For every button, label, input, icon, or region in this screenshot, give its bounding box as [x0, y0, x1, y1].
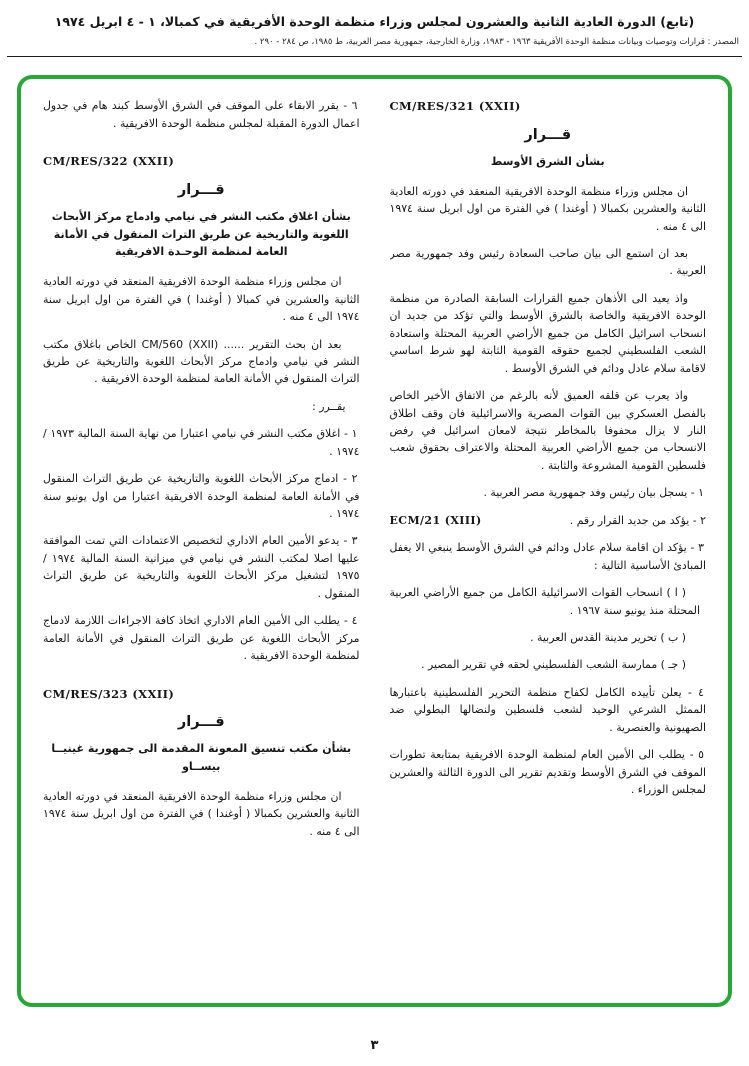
two-column-layout [43, 97, 706, 985]
numbered-item: ٣ - يدعو الأمين العام الاداري لتخصيص الاعتمادات التي تمت الموافقة عليها اصلا لمكتب النشر في نيامي في ميزانية السنة المالية ١٩٧٤ / ١٩٧٥ لتشغيل مركز الأبحاث اللغوية والتاريخية عن طريق التراث المنقول . [43, 534, 360, 600]
numbered-item-with-ref [390, 512, 707, 530]
numbered-item: ٦ - يقرر الابقاء على الموقف في الشرق الأوسط كبند هام في جدول اعمال الدورة المقبلة لمجلس منظمة الوحدة الافريقية . [43, 99, 360, 130]
resolution-322-subtitle: بشأن اغلاق مكتب النشر في نيامي وادماج مركز الأبحاث اللغوية والتاريخية عن طريق التراث المنقول في الأمانة العامة لمنظمة الوحـدة الافريقية [51, 209, 351, 259]
paragraph: واذ يعيد الى الأذهان جميع القرارات السابقة الصادرة من منظمة الوحدة الافريقية والخاصة بالشرق الأوسط والتي تؤكد من جديد ان انسحاب اسرائيل الكامل من جميع الأراضي العربية المحتلة واستعادة الشعب الفلسطيني لجميع حقوقه القومية الثابتة لهو شرط اساسي لاقامة سلام عادل ودائم في الشرق الأوسط . [389, 291, 706, 375]
paragraph: ان مجلس وزراء منظمة الوحدة الافريقية المنعقد في دورته العادية الثانية والعشرين بكمبالا ( أوغندا ) في الفترة من اول ابريل سنة ١٩٧٤ الى ٤ منه . [389, 184, 706, 233]
numbered-item: ٤ - يعلن تأييده الكامل لكفاح منظمة التحرير الفلسطينية باعتبارها الممثل الشرعي الوحيد لشعب فلسطين ولنضالها البطولي ضد الصهيونية والعنصرية . [389, 685, 706, 734]
sub-item: ( ا ) انسحاب القوات الاسرائيلية الكامل من جميع الأراضي العربية المحتلة منذ يونيو سنة ١٩٦٧ . [389, 586, 700, 617]
page-header-title: (تابع) الدورة العادية الثانية والعشرون لمجلس وزراء منظمة الوحدة الأفريقية في كمبالا، ١ - ٤ ابريل ١٩٧٤ [54, 14, 695, 29]
source-line: المصدر : قرارات وتوصيات وبيانات منظمة الوحدة الأفريقية ١٩٦٣ - ١٩٨٣، وزارة الخارجية، جمهورية مصر العربية، ط ١٩٨٥، ص ٢٨٤ - ٢٩٠ . [254, 37, 739, 48]
column-left [43, 97, 360, 985]
numbered-item: ٣ - يؤكد ان اقامة سلام عادل ودائم في الشرق الأوسط ينبغي الا يغفل المبادئ الأساسية التالية : [389, 541, 706, 572]
column-right [390, 97, 707, 985]
numbered-item: ٢ - يؤكد من جديد القرار رقم . [569, 513, 706, 527]
resolution-322-title: قـــرار [177, 181, 225, 198]
resolution-323-ref: CM/RES/323 (XXII) [43, 686, 175, 701]
sub-item: ( جـ ) ممارسة الشعب الفلسطيني لحقه في تقرير المصير . [421, 658, 686, 672]
resolution-ecm-ref: ECM/21 (XIII) [389, 513, 482, 527]
resolution-323-title: قـــرار [177, 713, 225, 730]
page-number: ٣ [370, 1038, 379, 1053]
resolution-321-title: قـــرار [524, 126, 572, 143]
decides-lead-in: يقــرر : [312, 399, 346, 413]
content-frame [17, 75, 732, 1007]
resolution-323-subtitle: بشأن مكتب تنسيق المعونة المقدمة الى جمهورية غينيــا بيســاو [51, 742, 352, 773]
paragraph: بعد ان استمع الى بيان صاحب السعادة رئيس وفد جمهورية مصر العربية . [389, 247, 706, 278]
sub-item: ( ب ) تحرير مدينة القدس العربية . [530, 631, 686, 645]
numbered-item: ٤ - يطلب الى الأمين العام الاداري اتخاذ كافة الاجراءات اللازمة لادماج مركز الأبحاث اللغوية عن طريق التراث المنقول في الأمانة العامة لمنظمة الوحدة الافريقية . [43, 614, 360, 663]
paragraph: بعد ان بحث التقرير ...... CM/560 (XXII) الخاص باغلاق مكتب النشر في نيامي وادماج مركز الأبحاث اللغوية والتاريخية عن طريق التراث المنقول في الأمانة العامة لمنظمة الوحدة الافريقية . [43, 337, 360, 386]
numbered-item: ١ - يسجل بيان رئيس وفد جمهورية مصر العربية . [483, 486, 704, 500]
header-divider [7, 56, 742, 57]
numbered-item: ٥ - يطلب الى الأمين العام لمنظمة الوحدة الافريقية بمتابعة تطورات الموقف في الشرق الأوسط وتقديم تقرير الى الدورة الثالثة والعشرين لمجلس الوزراء . [389, 748, 706, 797]
resolution-321-ref: CM/RES/321 (XXII) [389, 99, 521, 114]
paragraph: واذ يعرب عن قلقه العميق لأنه بالرغم من الاتفاق الأخير الخاص بالفصل العسكري بين القوات المصرية والاسرائيلية فان وقف اطلاق النار لا يزال محفوفا بالمخاطر نتيجة لامعان اسرائيل في رفض الانسحاب من جميع الأراضي العربية المحتلة والاعتراف بحقوق شعب فلسطين القومية المشروعة والثابتة . [389, 389, 706, 472]
numbered-item: ٢ - ادماج مركز الأبحاث اللغوية والتاريخية عن طريق التراث المنقول في الأمانة العامة لمنظمة الوحدة الافريقية اعتبارا من اول يونيو سنة ١٩٧٤ . [43, 472, 360, 520]
paragraph: ان مجلس وزراء منظمة الوحدة الافريقية المنعقد في دورته العادية الثانية والعشرين في كمبالا ( أوغندا ) في الفترة من اول ابريل سنة ١٩٧٤ الى ٤ منه . [43, 275, 360, 324]
numbered-item: ١ - اغلاق مكتب النشر في نيامي اعتبارا من نهاية السنة المالية ١٩٧٣ / ١٩٧٤ . [43, 427, 360, 458]
resolution-321-subtitle: بشأن الشرق الأوسط [490, 154, 605, 168]
resolution-322-ref: CM/RES/322 (XXII) [43, 154, 175, 169]
paragraph: ان مجلس وزراء منظمة الوحدة الافريقية المنعقد في دورته العادية الثانية والعشرين بكمبالا ( أوغندا ) في الفترة من اول ابريل سنة ١٩٧٤ الى ٤ منه . [43, 789, 360, 838]
